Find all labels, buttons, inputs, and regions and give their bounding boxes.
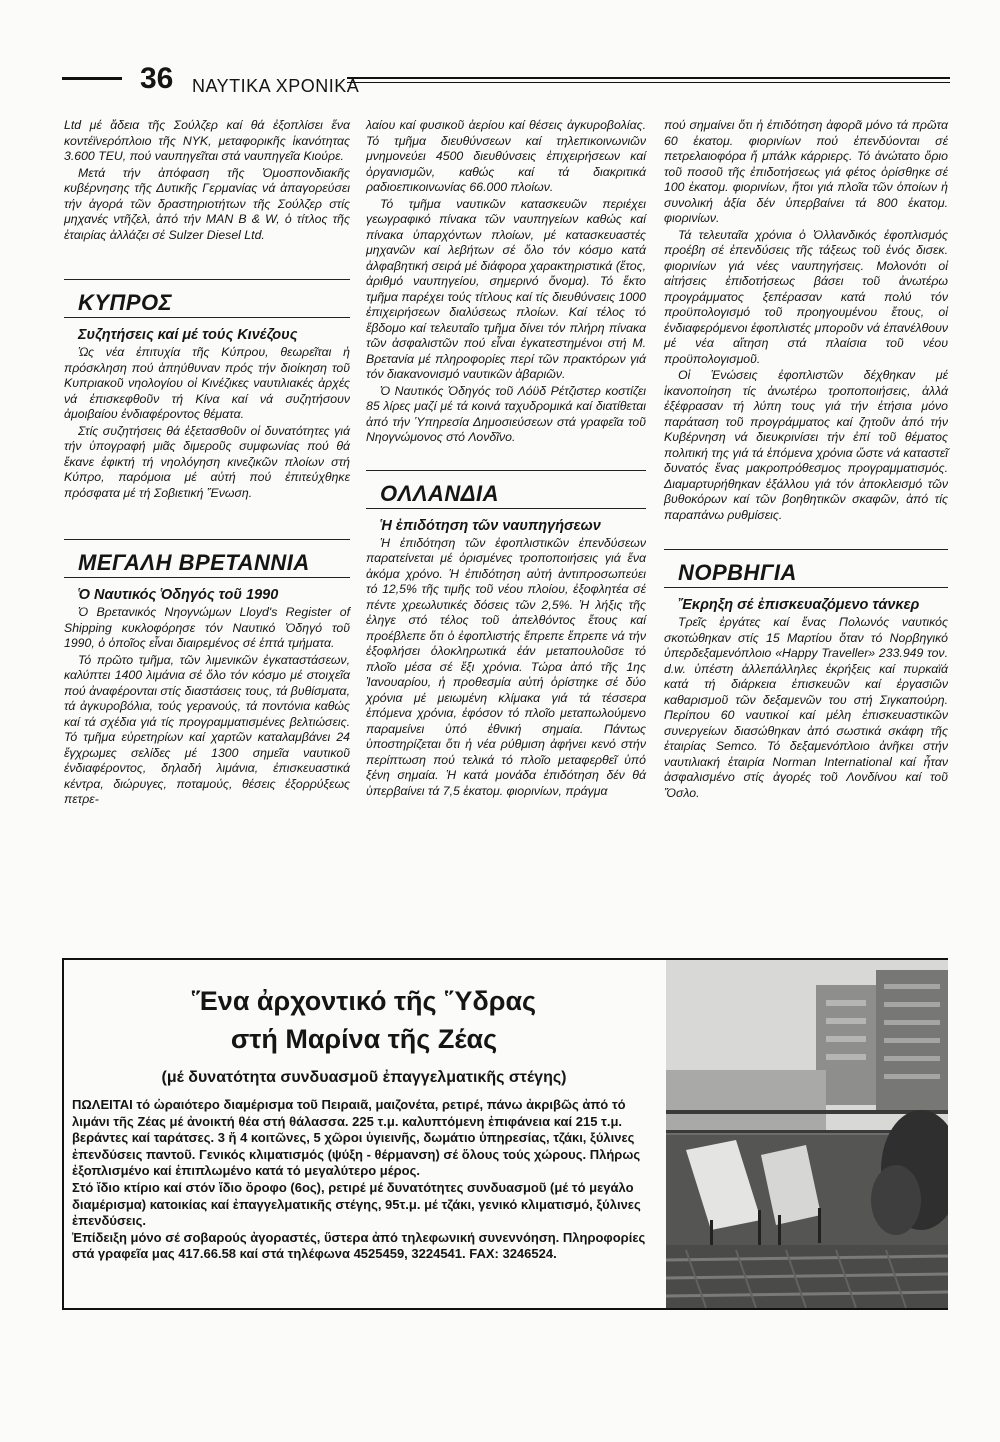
- article-paragraph: πού σημαίνει ὅτι ἡ ἐπιδότηση ἀφορᾶ μόνο τά πρῶτα 60 ἑκατομ. φιορινίων πού ἐπενδύονται σέ πετρελαιοφόρα ἤ μπάλκ κάρριερς. Τό ἀνώτατο ὅριο τοῦ ποσοῦ τῆς ἐπιδοτήσεως γιά φέτος ὁρίσθηκε σέ 100 ἑκατομ. φιορινίων, ἤτοι γιά πλοῖα τῶν ὁποίων ἡ συνολική ἀξία δέν ὑπερβαίνει τά 800 ἑκατομ. φιορινίων.: [664, 118, 948, 225]
- page-number: 36: [140, 62, 174, 95]
- section-subtitle-britain: Ὁ Ναυτικός Ὁδηγός τοῦ 1990: [78, 587, 279, 603]
- article-paragraph: λαίου καί φυσικοῦ ἀερίου καί θέσεις ἀγκυροβολίας. Τό τμῆμα διευθύνσεων καί τηλεπικοινωνιῶν μνημονεύει 4500 διευθύνσεις ἐπιχειρήσεων καί ὀργανισμῶν, καθώς καί τά διακριτικά ραδιοεπικοινωνίας 66.000 πλοίων.: [366, 118, 646, 194]
- advertisement: [62, 958, 948, 1310]
- article-paragraph: Οἱ Ἑνώσεις ἐφοπλιστῶν δέχθηκαν μέ ἱκανοποίηση τίς ἀνωτέρω τροποποιήσεις, ἀλλά ἐξέφρασαν τή λύπη τους γιά τήν ἐτήσια μόνο παράταση τοῦ προγράμματος καί ζητοῦν ἀπό τήν Κυβέρνηση νά διευκρινίσει τήν ἐπί τοῦ θέματος πολιτική της γιά τά ἑπόμενα χρόνια ὥστε νά καταστεῖ δυνατός ἕνας μακροπρόθεσμος προγραμματισμός. Διαμαρτυρήθηκαν ἐξάλλου γιά τόν ἀποκλεισμό τῶν βυθοκόρων καί τῶν βοηθητικῶν σκαφῶν, ἀπό τίς παραπάνω ρυθμίσεις.: [664, 368, 948, 522]
- article-paragraph: Ὡς νέα ἐπιτυχία τῆς Κύπρου, θεωρεῖται ἡ πρόσκληση πού ἀπηύθυναν πρός τήν διοίκηση τοῦ Κυπριακοῦ νηολογίου οἱ Κινέζικες ναυτιλιακές ἀρχές νά ἐπισκεφθοῦν τή Κίνα καί νά συζητήσουν ἀμοιβαίου ἐνδιαφέροντος θέματα.: [64, 345, 350, 421]
- ad-headline-line: στή Μαρίνα τῆς Ζέας: [230, 1024, 498, 1054]
- column-3: [664, 118, 948, 802]
- article-paragraph: Τά τελευταῖα χρόνια ὁ Ὀλλανδικός ἐφοπλισμός προέβη σέ ἐπενδύσεις τῆς τάξεως τοῦ ἑνός δισεκ. φιορινίων γιά νέες ναυπηγήσεις. Μολονότι οἱ αἰτήσεις ἐπιδοτήσεως βάσει τοῦ ἀνωτέρω προγράμματος ξεπέρασαν κατά πολύ τόν προϋπολογισμό τοῦ προηγουμένου ἔτους, οἱ ἐνδιαφερόμενοι ἐφοπλιστές μποροῦν νά ἐπανέλθουν μέ νέα αἴτηση στά πλαίσια τοῦ νέου προϋπολογισμοῦ.: [664, 227, 948, 366]
- ad-headline: [64, 982, 664, 1058]
- ad-body: [72, 1097, 662, 1263]
- section-rule: [64, 577, 350, 578]
- section-title-britain: ΜΕΓΑΛΗ ΒΡΕΤΑΝΝΙΑ: [78, 550, 310, 575]
- section-rule: [664, 549, 948, 550]
- section-rule: [664, 587, 948, 588]
- article-paragraph: Τρεῖς ἐργάτες καί ἕνας Πολωνός ναυτικός σκοτώθηκαν στίς 15 Μαρτίου ὅταν τό Νορβηγικό ὑπερδεξαμενόπλοιο «Happy Traveller» 233.949 τον. d.w. ὑπέστη ἀλλεπάλληλες ἐκρήξεις καί πυρκαϊά κατά τή διάρκεια ἐπισκευῶν καί ἐργασιῶν καθαρισμοῦ τῶν δεξαμενῶν του στή Σιγκαπούρη. Περίπου 60 ναυτικοί καί μέλη ἐπισκευαστικῶν συνεργείων διασώθηκαν ἀπό σωστικά σκάφη τῆς ἑταιρίας Semco. Τό δεξαμενόπλοιο ἀνῆκει στήν ναυτιλιακή ἑταιρία Norman International καί ἦταν ἀσφαλισμένο στίς ἀγορές τοῦ Λονδίνου καί τοῦ Ὄσλο.: [664, 615, 948, 800]
- ad-paragraph: ΠΩΛΕΙΤΑΙ τό ὡραιότερο διαμέρισμα τοῦ Πειραιᾶ, μαιζονέτα, ρετιρέ, πάνω ἀκριβῶς ἀπό τό λιμάνι τῆς Ζέας μέ ἀνοικτή θέα στή θάλασσα. 225 τ.μ. καλυπτόμενη ἐπιφάνεια καί 215 τ.μ. βεράντες καί ταράτσες. 3 ἤ 4 κοιτῶνες, 5 χῶροι ὑγιεινῆς, δωμάτιο ὑπηρεσίας, τζάκι, ξύλινες ἐπενδύσεις παντοῦ. Γενικός κλιματισμός (ψύξη - θέρμανση) σέ ὅλους τούς χώρους. Πλήρως ἐξοπλισμένο καί ἐπιπλωμένο κατά τό μεγαλύτερο μέρος.: [72, 1097, 641, 1179]
- article-paragraph: Ὁ Ναυτικός Ὁδηγός τοῦ Λόϋδ Ρέτζιστερ κοστίζει 85 λίρες μαζί μέ τά κοινά ταχυδρομικά καί διατίθεται ἀπό τήν Ὑπηρεσία Δημοσιεύσεων στά γραφεῖα τοῦ Νηογνώμονος στό Λονδῖνο.: [366, 383, 646, 444]
- section-title-cyprus: ΚΥΠΡΟΣ: [78, 290, 173, 315]
- column-1: [64, 118, 350, 809]
- section-subtitle-cyprus: Συζητήσεις καί μέ τούς Κινέζους: [78, 327, 298, 343]
- header-rule-right: [347, 77, 950, 79]
- article-paragraph: Ἡ ἐπιδότηση τῶν ἐφοπλιστικῶν ἐπενδύσεων παρατείνεται μέ ὁρισμένες τροποποιήσεις γιά ἕνα ἀκόμα χρόνο. Ἡ ἐπιδότηση αὐτή ἀντιπροσωπεύει τό 12,5% τῆς τιμῆς τοῦ νέου πλοίου, ἐξοφλητέα σέ πέντε χρεωλυτικές δόσεις τῶν 2,5%. Ἡ λήξις τῆς ἐληγε στό τέλος τοῦ ἀπελθόντος ἔτους καί προέβλεπε ὅτι ὁ ἐφοπλιστής ἔπρεπε ἔπρεπε νά τήν ἐξοφλήσει ὁλοκληρωτικά ἐάν μεταπουλοῦσε τό πλοῖο μέσα σέ ἕξι χρόνια. Τώρα ἀπό τῆς 1ης Ἰανουαρίου, ἡ προθεσμία αὐτή ὁρίστηκε σέ δύο χρόνια μέ μειωμένη κλίμακα γιά τά τέσσερα ἑπόμενα χρόνια, ἐφόσον τό πλοῖο μεταπωλούμενο παραμείνει ὑπό ἐθνική σημαία. Πάντως ὑποστηρίζεται ὅτι ἡ νέα ρύθμιση ἀφήνει κενό στήν περίπτωση πού τελικά τό πλοῖο μεταφερθεῖ ὑπό ξένη σημαία. Ἡ κατά μονάδα ἐπιδότηση δέν θά ὑπερβαίνει τά 7,5 ἑκατομ. φιορινίων, πράγμα: [366, 535, 646, 798]
- section-rule: [366, 470, 646, 471]
- ad-paragraph: Στό ἴδιο κτίριο καί στόν ἴδιο ὄροφο (6ος), ρετιρέ μέ δυνατότητες συνδυασμοῦ (μέ τό μεγάλο διαμέρισμα) κατοικίας καί ἐπαγγελματικῆς στέγης, 95τ.μ. μέ τζάκι, γενικό κλιματισμό, ξύλινες ἐπενδύσεις.: [72, 1179, 641, 1229]
- article-paragraph: Τό πρῶτο τμῆμα, τῶν λιμενικῶν ἐγκαταστάσεων, καλύπτει 1400 λιμάνια σέ ὅλο τόν κόσμο μέ στοιχεῖα πού ἀναφέρονται στίς διαστάσεις τους, τά βυθίσματα, τά ἀγκυροβόλια, τούς γερανούς, τά ποντόνια καθώς καί τά σχέδια γιά τίς προγραμματισμένες βελτιώσεις. Τό τμῆμα εὐρετηρίων καί χαρτῶν καταλαμβάνει 24 ἔγχρωμες σελίδες μέ 1300 σημεῖα ναυτικοῦ ἐνδιαφέροντος, δηλαδή λιμάνια, ἐπισκευαστικά κέντρα, διώρυγες, ποταμούς, θέσεις ἐξορρύξεως πετρε-: [64, 652, 350, 806]
- ad-headline-line: Ἕνα ἀρχοντικό τῆς Ὕδρας: [191, 986, 537, 1016]
- ad-paragraph: Ἐπίδειξη μόνο σέ σοβαρούς ἀγοραστές, ὕστερα ἀπό τηλεφωνική συνεννόηση. Πληροφορίες στά γραφεῖα μας 417.66.58 καί στά τηλέφωνα 4525459, 3224541. FAX: 3246524.: [72, 1229, 646, 1262]
- article-paragraph: Στίς συζητήσεις θά ἐξετασθοῦν οἱ δυνατότητες γιά τήν ὑπογραφή μιᾶς διμεροῦς συμφωνίας πού θά ἔκανε ἐφικτή τή νηολόγηση κινεζικῶν πλοίων στή Κύπρο, παρόμοια μέ αὐτή πού ἐπιτεύχθηκε πρόσφατα μέ τή Σοβιετική Ἕνωση.: [64, 423, 350, 500]
- section-rule: [64, 539, 350, 540]
- header-rule-left: [62, 77, 122, 80]
- section-rule: [64, 279, 350, 280]
- section-subtitle-norway: Ἔκρηξη σέ ἐπισκευαζόμενο τάνκερ: [678, 597, 920, 613]
- page-header: [62, 62, 950, 102]
- section-rule: [366, 508, 646, 509]
- terrace-photo: [666, 960, 948, 1308]
- article-paragraph: Ὁ Βρετανικός Νηογνώμων Lloyd's Register of Shipping κυκλοφόρησε τόν Ναυτικό Ὁδηγό τοῦ 1990, ὁ ὁποῖος εἶναι διαιρεμένος σέ ἑπτά τμήματα.: [64, 605, 350, 650]
- section-title-norway: ΝΟΡΒΗΓΙΑ: [678, 560, 797, 585]
- ad-subheadline: (μέ δυνατότητα συνδυασμοῦ ἐπαγγελματικῆς στέγης): [161, 1069, 567, 1086]
- publication-title: ΝΑΥΤΙΚΑ ΧΡΟΝΙΚΑ: [192, 76, 360, 96]
- article-paragraph: Ltd μέ ἄδεια τῆς Σούλζερ καί θά ἐξοπλίσει ἕνα κοντέϊνερόπλοιο τῆς NYK, μεταφορικῆς ἱκανότητας 3.600 TEU, πού ναυπηγεῖται στά ναυπηγεῖα Κιούρε.: [64, 118, 350, 163]
- article-paragraph: Τό τμῆμα ναυτικῶν κατασκευῶν περιέχει γεωγραφικό πίνακα τῶν ναυπηγείων καθώς καί πίνακα ὑπαρχόντων πλοίων, μέ κατασκευαστές μηχανῶν καί λεβήτων σέ ὅλο τόν κόσμο κατά ἀλφαβητική σειρά μέ διάφορα χαρακτηριστικά (ἔτος, ἀριθμό ναυπηγείου, σημερινό ὄνομα). Τό ἕκτο τμῆμα παρέχει τούς τίτλους καί τίς διευθύνσεις 1000 ἐπιχειρήσεων διαλύσεως πλοίων. Καί τέλος τό ἕβδομο καί τελευταῖο τμῆμα δίνει τόν πλήρη πίνακα τῶν ἀσφαλιστῶν πού εἶναι ἐγκατεστημένοι στή Μ. Βρετανία μέ πληροφορίες περί τῶν πρακτόρων γιά τόν διακανονισμό ναυτικῶν ἀβαριῶν.: [366, 196, 646, 381]
- section-rule: [64, 317, 350, 318]
- section-title-netherlands: ΟΛΛΑΝΔΙΑ: [380, 480, 500, 506]
- column-2: [366, 118, 646, 800]
- section-subtitle-netherlands: Ἡ ἐπιδότηση τῶν ναυπηγήσεων: [380, 517, 601, 534]
- article-paragraph: Μετά τήν ἀπόφαση τῆς Ὁμοσπονδιακῆς κυβέρνησης τῆς Δυτικῆς Γερμανίας νά ἀπαγορεύσει τήν ἀγορά τῶν δραστηριοτήτων τῆς Σούλζερ στίς μηχανές ντῆζελ, ἀπό τήν MAN B & W, ὁ τίτλος τῆς ἑταιρίας ἀλλάζει σέ Sulzer Diesel Ltd.: [64, 165, 350, 242]
- terrace-photo-illustration: [666, 960, 948, 1308]
- header-rule-right-thin: [347, 82, 950, 83]
